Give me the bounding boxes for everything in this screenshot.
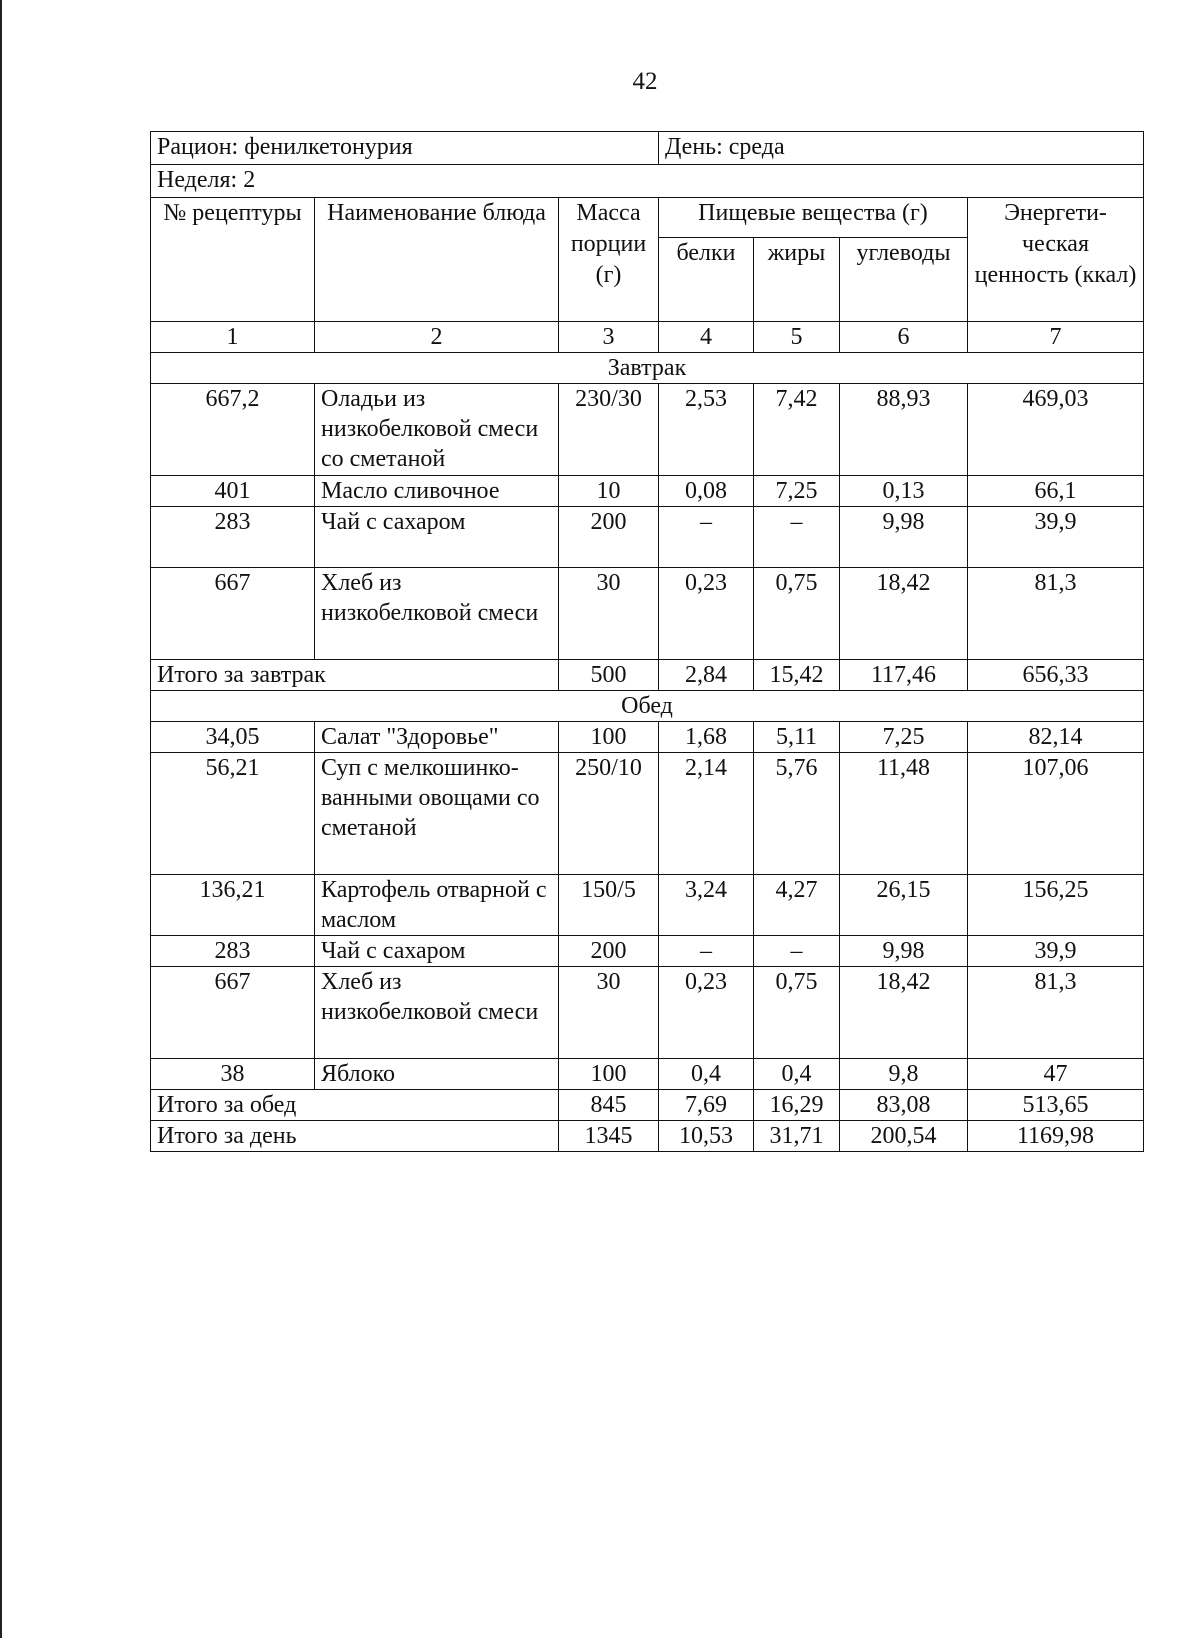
- recipe-no: 667: [151, 568, 315, 660]
- col-number: 4: [659, 322, 754, 353]
- carbs-value: 9,98: [840, 507, 968, 568]
- table-row: [151, 875, 1144, 936]
- fats-value: 0,4: [754, 1059, 840, 1090]
- table-row: [151, 967, 1144, 1059]
- recipe-no: 283: [151, 936, 315, 967]
- portion-mass: 250/10: [559, 753, 659, 875]
- dish-name: Чай с сахаром: [315, 936, 559, 967]
- dish-name: Хлеб из низкобелковой смеси: [315, 967, 559, 1059]
- scan-edge: [0, 0, 2, 1638]
- col-portion-mass: Масса порции (г): [559, 198, 659, 322]
- dish-name: Суп с мелкошинко-ванными овощами со сметаной: [315, 753, 559, 875]
- carbs-value: 18,42: [840, 568, 968, 660]
- col-dish-name: Наименование блюда: [315, 198, 559, 322]
- proteins-value: 0,08: [659, 476, 754, 507]
- energy-value: 1169,98: [968, 1121, 1144, 1152]
- portion-mass: 30: [559, 568, 659, 660]
- dish-name: Чай с сахаром: [315, 507, 559, 568]
- column-number-row: [151, 322, 1144, 353]
- col-number: 1: [151, 322, 315, 353]
- table-row: [151, 722, 1144, 753]
- recipe-no: 56,21: [151, 753, 315, 875]
- section-lunch: [151, 691, 1144, 722]
- table-row: [151, 1059, 1144, 1090]
- recipe-no: 667,2: [151, 384, 315, 476]
- carbs-value: 200,54: [840, 1121, 968, 1152]
- table-row: [151, 568, 1144, 660]
- energy-value: 656,33: [968, 660, 1144, 691]
- portion-mass: 30: [559, 967, 659, 1059]
- dish-name: Салат "Здоровье": [315, 722, 559, 753]
- carbs-value: 18,42: [840, 967, 968, 1059]
- col-number: 2: [315, 322, 559, 353]
- fats-value: 5,11: [754, 722, 840, 753]
- table-row: [151, 476, 1144, 507]
- fats-value: 31,71: [754, 1121, 840, 1152]
- carbs-value: 83,08: [840, 1090, 968, 1121]
- proteins-value: 7,69: [659, 1090, 754, 1121]
- energy-value: 82,14: [968, 722, 1144, 753]
- proteins-value: 0,23: [659, 967, 754, 1059]
- total-label: Итого за завтрак: [151, 660, 559, 691]
- section-title: Обед: [151, 691, 1144, 722]
- fats-value: 16,29: [754, 1090, 840, 1121]
- ration-row: [151, 132, 1144, 165]
- recipe-no: 401: [151, 476, 315, 507]
- col-recipe-no: № рецептуры: [151, 198, 315, 322]
- ration-label: Рацион: фенилкетонурия: [151, 132, 659, 165]
- portion-mass: 100: [559, 1059, 659, 1090]
- fats-value: –: [754, 936, 840, 967]
- dish-name: Оладьи из низкобелковой смеси со сметаной: [315, 384, 559, 476]
- total-label: Итого за обед: [151, 1090, 559, 1121]
- portion-mass: 230/30: [559, 384, 659, 476]
- dish-name: Масло сливочное: [315, 476, 559, 507]
- carbs-value: 9,98: [840, 936, 968, 967]
- fats-value: 0,75: [754, 568, 840, 660]
- dish-name: Картофель отварной с маслом: [315, 875, 559, 936]
- recipe-no: 667: [151, 967, 315, 1059]
- col-fats: жиры: [754, 238, 840, 322]
- energy-value: 156,25: [968, 875, 1144, 936]
- col-number: 7: [968, 322, 1144, 353]
- table-row: [151, 507, 1144, 568]
- energy-value: 81,3: [968, 568, 1144, 660]
- proteins-value: –: [659, 507, 754, 568]
- dish-name: Хлеб из низкобелковой смеси: [315, 568, 559, 660]
- energy-value: 66,1: [968, 476, 1144, 507]
- recipe-no: 283: [151, 507, 315, 568]
- proteins-value: 3,24: [659, 875, 754, 936]
- col-number: 6: [840, 322, 968, 353]
- energy-value: 39,9: [968, 936, 1144, 967]
- recipe-no: 136,21: [151, 875, 315, 936]
- table-row: [151, 936, 1144, 967]
- energy-value: 81,3: [968, 967, 1144, 1059]
- fats-value: 15,42: [754, 660, 840, 691]
- portion-mass: 1345: [559, 1121, 659, 1152]
- portion-mass: 10: [559, 476, 659, 507]
- dish-name: Яблоко: [315, 1059, 559, 1090]
- carbs-value: 117,46: [840, 660, 968, 691]
- carbs-value: 26,15: [840, 875, 968, 936]
- energy-value: 513,65: [968, 1090, 1144, 1121]
- col-number: 5: [754, 322, 840, 353]
- lunch-total-row: [151, 1090, 1144, 1121]
- energy-value: 47: [968, 1059, 1144, 1090]
- week-row: [151, 165, 1144, 198]
- fats-value: 0,75: [754, 967, 840, 1059]
- portion-mass: 200: [559, 507, 659, 568]
- fats-value: 7,42: [754, 384, 840, 476]
- carbs-value: 0,13: [840, 476, 968, 507]
- recipe-no: 38: [151, 1059, 315, 1090]
- recipe-no: 34,05: [151, 722, 315, 753]
- carbs-value: 7,25: [840, 722, 968, 753]
- col-energy: Энергети-ческая ценность (ккал): [968, 198, 1144, 322]
- proteins-value: 10,53: [659, 1121, 754, 1152]
- proteins-value: 0,23: [659, 568, 754, 660]
- energy-value: 469,03: [968, 384, 1144, 476]
- proteins-value: 1,68: [659, 722, 754, 753]
- portion-mass: 200: [559, 936, 659, 967]
- proteins-value: 2,53: [659, 384, 754, 476]
- portion-mass: 845: [559, 1090, 659, 1121]
- col-nutrients: Пищевые вещества (г): [659, 198, 968, 238]
- column-header-row: [151, 198, 1144, 238]
- week-label: Неделя: 2: [151, 165, 1144, 198]
- energy-value: 107,06: [968, 753, 1144, 875]
- fats-value: 4,27: [754, 875, 840, 936]
- section-title: Завтрак: [151, 353, 1144, 384]
- carbs-value: 9,8: [840, 1059, 968, 1090]
- fats-value: 5,76: [754, 753, 840, 875]
- portion-mass: 150/5: [559, 875, 659, 936]
- breakfast-total-row: [151, 660, 1144, 691]
- menu-table: [150, 131, 1144, 1152]
- total-label: Итого за день: [151, 1121, 559, 1152]
- proteins-value: 2,84: [659, 660, 754, 691]
- proteins-value: –: [659, 936, 754, 967]
- col-number: 3: [559, 322, 659, 353]
- section-breakfast: [151, 353, 1144, 384]
- fats-value: –: [754, 507, 840, 568]
- col-proteins: белки: [659, 238, 754, 322]
- day-label: День: среда: [659, 132, 1144, 165]
- table-row: [151, 384, 1144, 476]
- fats-value: 7,25: [754, 476, 840, 507]
- col-carbs: углеводы: [840, 238, 968, 322]
- page-number: 42: [632, 68, 658, 95]
- energy-value: 39,9: [968, 507, 1144, 568]
- proteins-value: 2,14: [659, 753, 754, 875]
- portion-mass: 500: [559, 660, 659, 691]
- carbs-value: 11,48: [840, 753, 968, 875]
- proteins-value: 0,4: [659, 1059, 754, 1090]
- carbs-value: 88,93: [840, 384, 968, 476]
- day-total-row: [151, 1121, 1144, 1152]
- table-row: [151, 753, 1144, 875]
- portion-mass: 100: [559, 722, 659, 753]
